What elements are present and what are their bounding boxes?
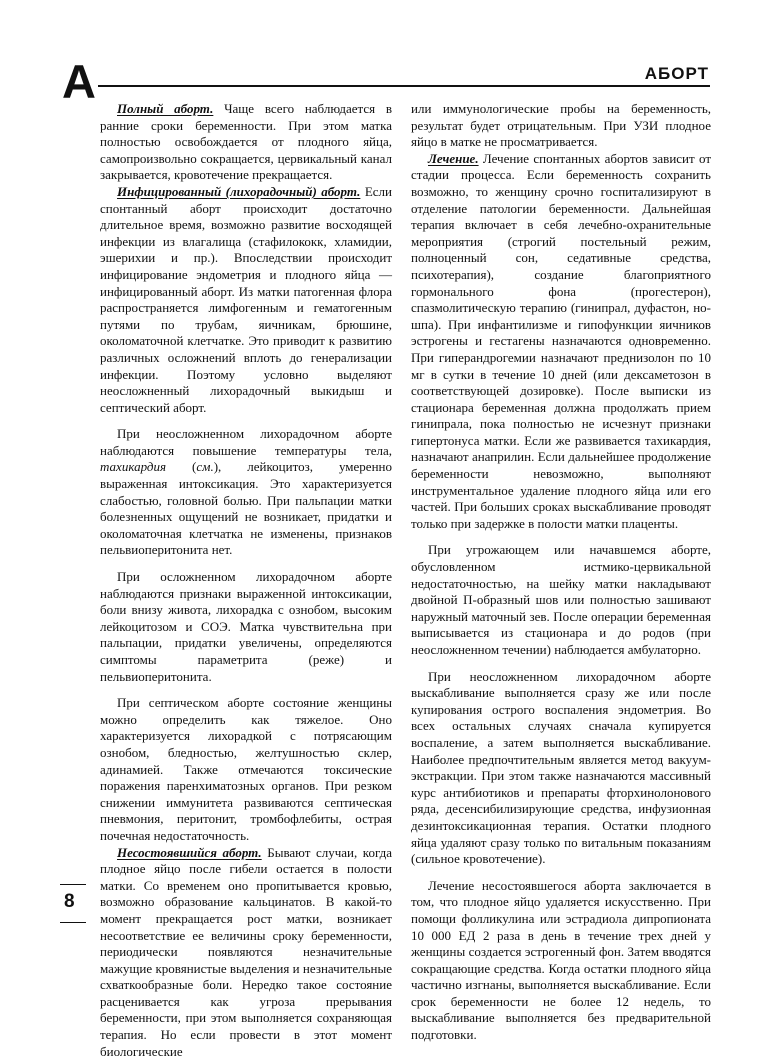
paragraph: [100, 845, 392, 1060]
paragraph-text: Если спонтанный аборт происходит достаточно длительное время, возможно развитие восходящей инфекции из влагалища (стафилококк, хламидии, эшерихии и пр.). Впоследствии происходит инфицирование эндометрия и плодного яйца — инфицированный аборт. Из матки патогенная флора распространяется лимфогенным и гематогенным путями по трубам, яичникам, брюшине, околоматочной клетчатке. Это приводит к развитию различных осложнений вплоть до генерализации инфекции. Поэтому условно выделяют неосложненный лихорадочный выкидыш и септический аборт.: [100, 183, 392, 415]
paragraph-text: ), лейкоцитоз, умеренно выраженная интоксикация. Это характеризуется слабостью, головной болью. При пальпации матки болезненных ощущений не возникает, придатки и околоматочная клетчатка не изменены, признаков пельвиоперитонита нет.: [100, 459, 392, 558]
paragraph-heading: Инфицированный (лихорадочный) аборт.: [117, 183, 361, 199]
header-rule: [98, 85, 710, 87]
paragraph: [100, 426, 392, 559]
paragraph: Лечение несостоявшегося аборта заключается в том, что плодное яйцо удаляется искусственно. При помощи фолликулина или эстрадиола дипропионата 10 000 ЕД 2 раза в день в течение трех дней у женщины создается эстрогенный фон. Затем вводятся сокращающие средства. Когда остатки плодного яйца частично изгнаны, выполняется выскабливание. Если срок беременности не более 12 недель, то выскабливание выполняется без предварительной подготовки.: [411, 877, 711, 1043]
paragraph: При угрожающем или начавшемся аборте, обусловленном истмико-цервикальной недостаточностью, на шейку матки накладывают двойной П-образный шов или полностью зашивают наружный маточный зев. После операции беременная выписывается из стационара и до родов (при неосложненном течении) наблюдается амбулаторно.: [411, 542, 711, 657]
paragraph: При осложненном лихорадочном аборте наблюдаются признаки выраженной интоксикации, боли внизу живота, лихорадка с ознобом, высоким лейкоцитозом и СОЭ. Матка чувствительна при пальпации, придатки увеличены, определяются симптомы параметрита (реже) и пельвиоперитонита.: [100, 569, 392, 684]
paragraph: [100, 184, 392, 416]
paragraph: или иммунологические пробы на беременность, результат будет отрицательным. При УЗИ плодное яйцо в матке не просматривается.: [411, 101, 711, 150]
paragraph-heading: Лечение.: [428, 150, 479, 166]
paragraph-text: Чаще всего наблюдается в ранние сроки беременности. При этом матка полностью освобождается от плодного яйца, самопроизвольно сокращается, цервикальный канал закрывается, кровотечение прекращается.: [100, 101, 393, 183]
paragraph: [100, 101, 392, 184]
section-title: АБОРТ: [644, 64, 709, 83]
paragraph-text: (: [166, 459, 197, 475]
paragraph-text: Лечение спонтанных абортов зависит от стадии процесса. Если беременность сохранить возможно, то женщину срочно госпитализируют в отделение патологии беременности. Дальнейшая терапия включает в себя лечебно-охранительные мероприятия (строгий постельный режим, полноценный сон, седативные средства, психотерапия), создание благоприятного гормонального фона (прогестерон), спазмолитическую терапию (гинипрал, дуфастон, но-шпа). При инфантилизме и гипофункции яичников эстрогены и гестагены назначаются одновременно. При гиперандрогемии назначают преднизолон по 10 мг в сутки в течение 10 дней (или дексаметозон в соответствующей дозировке). После выписки из стационара беременная должна продолжать прием гинипрала, пока полностью не исчезнут признаки гипертонуса матки. Если же развивается тахикардия, назначают анаприлин. Если дальнейшее продолжение беременности невозможно, выполняют инструментальное удаление плодного яйца или его частей. При больших сроках выскабливание проводят только при задержке в полости матки плаценты.: [411, 150, 711, 531]
right-column: [411, 101, 711, 1044]
cross-reference: см.: [196, 459, 214, 475]
term-italic: тахикардия: [100, 459, 167, 475]
paragraph-heading: Полный аборт.: [117, 101, 214, 116]
paragraph-text: Бывают случаи, когда плодное яйцо после гибели остается в полости матки. Со временем оно пропитывается кровью, возможно образование кальцинатов. В какой-то момент прекращается рост матки, возникает несоответствие ее величины сроку беременности, периодически появляются незначительные мажущие кровянистые выделения и незначительные схваткообразные боли. Нередко такое состояние расценивается как угроза прерывания беременности, при этом выполняется сохраняющая терапия. Но если провести в этот момент биологические: [100, 844, 393, 1059]
paragraph: При септическом аборте состояние женщины можно определить как тяжелое. Оно характеризуется лихорадкой с потрясающим ознобом, бледностью, желтушностью склер, адинамией. Также отмечаются токсические поражения паренхиматозных органов. При резком снижении иммунитета развиваются септическая пневмония, перитонит, тромбофлебиты, острая почечная недостаточность.: [100, 695, 392, 843]
page-number-rule-bottom: [60, 922, 86, 923]
paragraph: [411, 151, 711, 533]
paragraph-heading: Несостоявшийся аборт.: [117, 844, 262, 860]
paragraph-text: При неосложненном лихорадочном аборте наблюдаются повышение температуры тела,: [100, 426, 392, 458]
left-column: [100, 101, 392, 1060]
page-number: 8: [64, 891, 75, 912]
page-number-rule-top: [60, 884, 86, 885]
section-letter: А: [62, 55, 96, 108]
paragraph: При неосложненном лихорадочном аборте выскабливание выполняется сразу же или после купирования острого воспаления эндометрия. Во всех остальных случаях сначала купируется воспаление, а затем выполняется выскабливание. Наиболее предпочтительным является метод вакуум-экстракции. При этом также назначаются массивный курс антибиотиков и препараты фторхинолонового ряда, десенсибилизирующие средства, инфузионная дезинтоксикационная терапия. Остатки плодного яйца удаляют сразу только по витальным показаниям (сильное кровотечение).: [411, 668, 711, 867]
